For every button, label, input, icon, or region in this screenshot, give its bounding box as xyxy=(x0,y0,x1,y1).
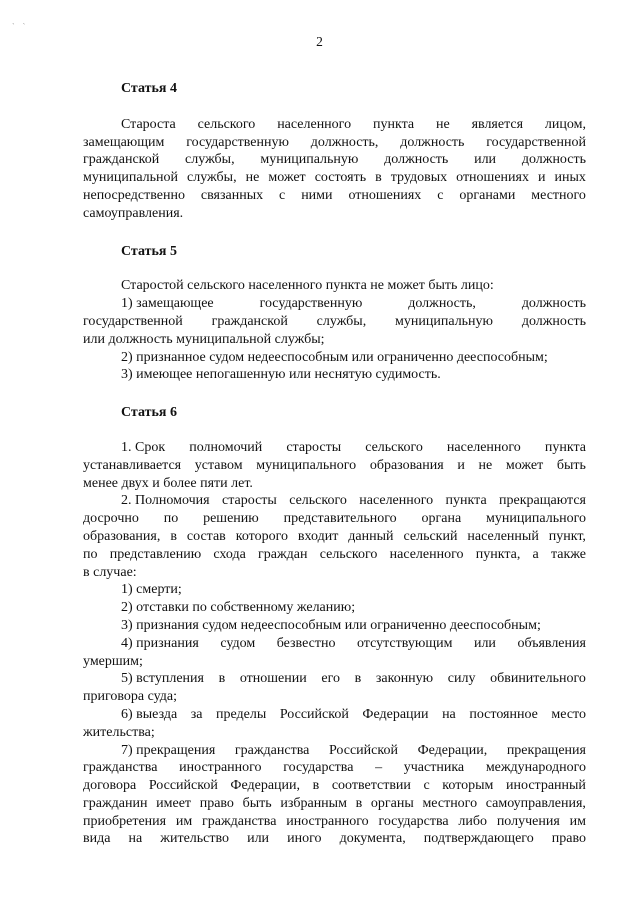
word: входит xyxy=(297,528,339,544)
text-line xyxy=(83,313,586,331)
word: гражданства xyxy=(83,760,158,776)
word: устанавливается xyxy=(83,457,182,473)
text-line xyxy=(83,528,586,546)
word: сельского xyxy=(197,116,256,132)
word: муниципального xyxy=(486,511,586,527)
text-line xyxy=(83,295,586,313)
word: отсутствующим xyxy=(356,635,453,651)
word: право xyxy=(551,831,586,847)
word: соответствии xyxy=(331,778,411,794)
word: населенного xyxy=(389,546,464,562)
word: также xyxy=(550,546,586,562)
word: местного xyxy=(422,795,478,811)
word: а xyxy=(532,546,539,562)
word: гражданской xyxy=(83,152,160,168)
word: непосредственно xyxy=(83,187,185,203)
text-line: 3) признания судом недееспособным или ограниченно дееспособным; xyxy=(121,617,541,633)
word: схода xyxy=(213,546,246,562)
word: должность xyxy=(400,134,465,150)
word: документа, xyxy=(339,831,406,847)
word: отношениях xyxy=(456,170,529,186)
word: объявления xyxy=(517,635,586,651)
word: досрочно xyxy=(83,511,139,527)
word: должность, xyxy=(408,296,476,312)
text-line xyxy=(83,742,586,760)
word: может xyxy=(268,170,306,186)
word: сельского xyxy=(319,546,378,562)
word: – xyxy=(375,760,383,776)
article-4-text xyxy=(83,116,586,223)
text-line xyxy=(83,546,586,564)
word: ними xyxy=(301,187,333,203)
page-number: 2 xyxy=(316,34,323,49)
word: связанных xyxy=(200,187,264,203)
word: трудовых xyxy=(390,170,448,186)
text-line xyxy=(83,795,586,813)
word: отношениях xyxy=(348,187,422,203)
word: иностранный xyxy=(505,778,586,794)
word: иных xyxy=(554,170,586,186)
word: населенный xyxy=(467,528,539,544)
text-line xyxy=(83,205,586,223)
word: прекращаются xyxy=(499,493,586,509)
word: сельского xyxy=(365,439,423,455)
word: муниципального xyxy=(256,457,357,473)
word: органы xyxy=(370,795,414,811)
word: не xyxy=(245,170,260,186)
word: приобретения xyxy=(83,813,167,829)
word: гражданства xyxy=(202,813,277,829)
word: местного xyxy=(531,187,586,203)
word: в xyxy=(218,671,226,687)
word: в xyxy=(355,795,363,811)
word: постоянное xyxy=(469,706,538,722)
word: должность, xyxy=(310,134,379,150)
word: вида xyxy=(83,831,111,847)
word: государственную xyxy=(259,296,363,312)
word: образования xyxy=(369,457,444,473)
word: по xyxy=(83,546,98,562)
word: государственной xyxy=(486,134,586,150)
word: в xyxy=(375,170,382,186)
word: иностранного xyxy=(286,813,369,829)
word: пункта, xyxy=(475,546,521,562)
text-line: умершим; xyxy=(83,653,143,669)
document-body xyxy=(83,80,586,848)
word: решению xyxy=(203,511,259,527)
word: уставом xyxy=(194,457,243,473)
word: подтверждающего xyxy=(423,831,534,847)
word: должность xyxy=(521,296,586,312)
word: судом xyxy=(220,635,256,651)
article-4-heading: Статья 4 xyxy=(121,81,177,96)
text-line xyxy=(83,706,586,724)
word: которого xyxy=(235,528,288,544)
word: силу xyxy=(447,671,476,687)
word: быть xyxy=(556,457,586,473)
word: Российской xyxy=(328,742,398,758)
text-line xyxy=(83,134,586,152)
word: органами xyxy=(459,187,516,203)
text-line xyxy=(83,187,586,205)
word: Федерации xyxy=(362,706,429,722)
word: населенного xyxy=(277,116,352,132)
text-line xyxy=(83,759,586,777)
word: его xyxy=(321,671,340,687)
word: за xyxy=(190,706,203,722)
word: государства xyxy=(283,760,354,776)
word: на xyxy=(128,831,143,847)
word: Российской xyxy=(148,778,218,794)
word: населенного xyxy=(359,493,434,509)
word: с xyxy=(279,187,286,203)
word: 1) замещающее xyxy=(121,296,214,312)
article-5-text xyxy=(83,277,586,384)
text-line: Старостой сельского населенного пункта не может быть лицо: xyxy=(121,278,494,294)
text-line: 3) имеющее непогашенную или неснятую судимость. xyxy=(121,367,441,383)
word: представлению xyxy=(109,546,202,562)
text-line xyxy=(83,670,586,688)
word: имеет xyxy=(156,795,192,811)
word: иного xyxy=(287,831,322,847)
word: 5) вступления xyxy=(121,671,204,687)
word: самоуправления, xyxy=(485,795,586,811)
word: Староста xyxy=(121,116,176,132)
word: может xyxy=(505,457,544,473)
word: договора xyxy=(83,778,137,794)
text-line xyxy=(83,457,586,475)
word: в xyxy=(354,671,362,687)
word: с xyxy=(437,187,444,203)
word: представительного xyxy=(283,511,397,527)
word: им xyxy=(175,813,193,829)
word: муниципальную xyxy=(395,313,494,329)
word: законную xyxy=(375,671,434,687)
text-line xyxy=(83,777,586,795)
word: старосты xyxy=(222,493,277,509)
word: обвинительного xyxy=(490,671,586,687)
word: сельский xyxy=(403,528,458,544)
word: избранным xyxy=(280,795,347,811)
word: органа xyxy=(421,511,462,527)
word: получения xyxy=(496,813,560,829)
word: полномочий xyxy=(189,439,263,455)
text-line: 2) отставки по собственному желанию; xyxy=(121,600,356,616)
word: пункта xyxy=(544,439,586,455)
word: безвестно xyxy=(276,635,336,651)
text-line: в случае: xyxy=(83,564,137,580)
word: должность xyxy=(521,313,586,329)
word: участника xyxy=(403,760,465,776)
text-line: жительства; xyxy=(83,724,155,740)
word: сельского xyxy=(289,493,347,509)
word: или xyxy=(474,152,497,168)
word: населенного xyxy=(446,439,521,455)
word: пункт, xyxy=(548,528,586,544)
text-line xyxy=(83,813,586,831)
word: пункта xyxy=(445,493,487,509)
word: в xyxy=(312,778,320,794)
word: по xyxy=(163,511,179,527)
word: или xyxy=(473,635,496,651)
word: право xyxy=(199,795,234,811)
word: гражданства xyxy=(234,742,310,758)
word: данный xyxy=(348,528,394,544)
word: лицом, xyxy=(544,116,586,132)
word: пределы xyxy=(216,706,267,722)
word: которым xyxy=(442,778,494,794)
word: состав xyxy=(186,528,226,544)
word: Российской xyxy=(279,706,349,722)
word: муниципальную xyxy=(260,152,359,168)
text-line xyxy=(83,116,586,134)
text-line: 2) признанное судом недееспособным или ограниченно дееспособным; xyxy=(121,349,548,365)
word: с xyxy=(423,778,430,794)
word: 7) прекращения xyxy=(121,742,216,758)
word: жительство xyxy=(160,831,230,847)
word: иностранного xyxy=(179,760,262,776)
text-line: или должность муниципальной службы; xyxy=(83,331,325,347)
word: должность xyxy=(384,152,449,168)
word: граждан xyxy=(258,546,308,562)
word: Федерации, xyxy=(417,742,488,758)
word: на xyxy=(442,706,456,722)
text-line xyxy=(83,510,586,528)
word: службы, xyxy=(185,152,235,168)
text-line: приговора суда; xyxy=(83,689,177,705)
word: государства xyxy=(378,813,449,829)
word: 1. Срок xyxy=(121,439,166,455)
word: образования, xyxy=(83,528,161,544)
word: и xyxy=(537,170,546,186)
word: службы, xyxy=(187,170,237,186)
word: самоуправления. xyxy=(83,205,184,221)
word: гражданской xyxy=(211,313,288,329)
word: прекращения xyxy=(506,742,586,758)
text-line xyxy=(83,635,586,653)
word: Федерации, xyxy=(230,778,301,794)
word: замещающим xyxy=(83,134,165,150)
word: службы, xyxy=(316,313,367,329)
text-line xyxy=(83,169,586,187)
word: либо xyxy=(458,813,488,829)
text-line xyxy=(83,830,586,848)
article-6-text xyxy=(83,439,586,848)
word: не xyxy=(478,457,493,473)
text-line: менее двух и более пяти лет. xyxy=(83,475,253,491)
article-6-heading: Статья 6 xyxy=(121,405,177,421)
word: место xyxy=(551,706,586,722)
word: является xyxy=(471,116,524,132)
word: старосты xyxy=(286,439,342,455)
word: пункта xyxy=(372,116,415,132)
scan-speck: ` ` xyxy=(12,22,26,31)
article-5-heading: Статья 5 xyxy=(121,243,177,259)
word: отношении xyxy=(239,671,307,687)
word: состоять xyxy=(314,170,367,186)
word: муниципальной xyxy=(83,170,179,186)
word: или xyxy=(247,831,270,847)
text-line xyxy=(83,492,586,510)
word: государственную xyxy=(186,134,289,150)
text-line xyxy=(83,439,586,457)
word: должность xyxy=(521,152,586,168)
word: международного xyxy=(485,760,586,776)
word: 4) признания xyxy=(121,635,199,651)
word: быть xyxy=(242,795,272,811)
text-line xyxy=(83,151,586,169)
word: в xyxy=(170,528,177,544)
word: гражданин xyxy=(83,795,148,811)
text-line: 1) смерти; xyxy=(121,582,182,598)
word: государственной xyxy=(83,313,183,329)
word: им xyxy=(569,813,586,829)
word: 6) выезда xyxy=(121,706,178,722)
word: не xyxy=(435,116,450,132)
word: 2. Полномочия xyxy=(121,493,210,509)
word: и xyxy=(457,457,465,473)
